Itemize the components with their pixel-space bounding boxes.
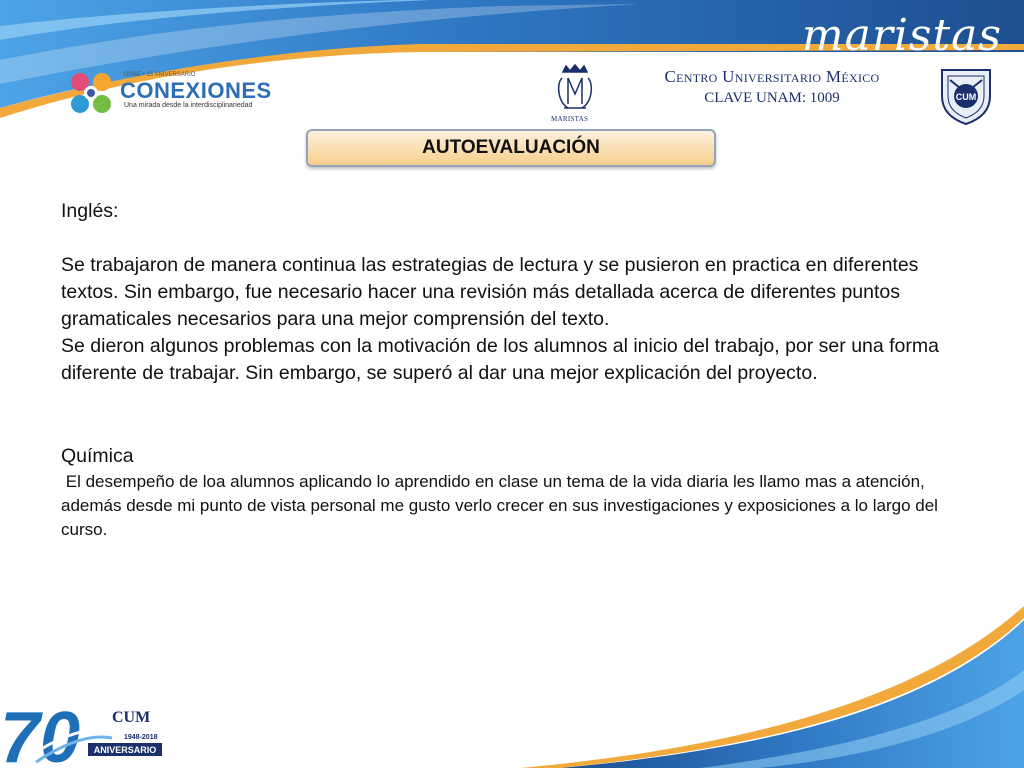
cum-mark: CUM xyxy=(112,709,151,726)
conexiones-icon xyxy=(66,68,116,118)
shield-label: CUM xyxy=(955,92,977,102)
institution-block xyxy=(614,67,930,107)
quimica-paragraph: El desempeño de loa alumnos aplicando lo aprendido en clase un tema de la vida diaria les llamo mas a atención, además desde mi punto de vista personal me gusto verlo crecer en sus investigaciones y exposiciones a lo largo del curso. xyxy=(61,472,943,539)
slide-body xyxy=(61,198,976,542)
conexiones-logo xyxy=(66,66,272,122)
anniversary-70-icon xyxy=(0,696,170,768)
slide-title-box xyxy=(306,129,716,167)
crown-monogram-icon xyxy=(548,64,602,114)
anniversary-years: 1948-2018 xyxy=(124,734,158,741)
quimica-heading: Química xyxy=(61,445,134,467)
slide-title: AUTOEVALUACIÓN xyxy=(422,137,600,158)
institution-name: Centro Universitario México xyxy=(664,67,880,86)
maristas-label: MARISTAS xyxy=(551,115,589,123)
spacer xyxy=(61,225,976,252)
anniversary-label: ANIVERSARIO xyxy=(93,745,157,755)
ingles-paragraph-1: Se trabajaron de manera continua las estrategias de lectura y se pusieron en practica en diferentes textos. Sin embargo, fue necesario hacer una revisión más detallada acerca de diferentes puntos gramaticales necesarios para una mejor comprensión del texto. xyxy=(61,254,919,330)
anniversary-number: 70 xyxy=(0,698,81,768)
institution-clave: CLAVE UNAM: 1009 xyxy=(704,90,840,106)
maristas-script-logo: maristas xyxy=(801,10,1002,61)
ingles-paragraph-2: Se dieron algunos problemas con la motivación de los alumnos al inicio del trabajo, por ser una forma diferente de trabajar. Sin embargo, se superó al dar una mejor explicación del proyecto. xyxy=(61,335,939,384)
conexiones-title: CONEXIONES xyxy=(120,78,272,103)
conexiones-anniversary-text: DGBE • 15 ANIVERSARIO xyxy=(124,72,196,78)
university-shield-icon xyxy=(938,66,994,126)
spacer xyxy=(61,387,976,443)
anniversary-logo xyxy=(0,696,170,768)
conexiones-subtitle: Una mirada desde la interdisciplinariedad xyxy=(124,102,253,109)
ingles-heading: Inglés: xyxy=(61,200,119,222)
maristas-emblem xyxy=(548,64,602,130)
